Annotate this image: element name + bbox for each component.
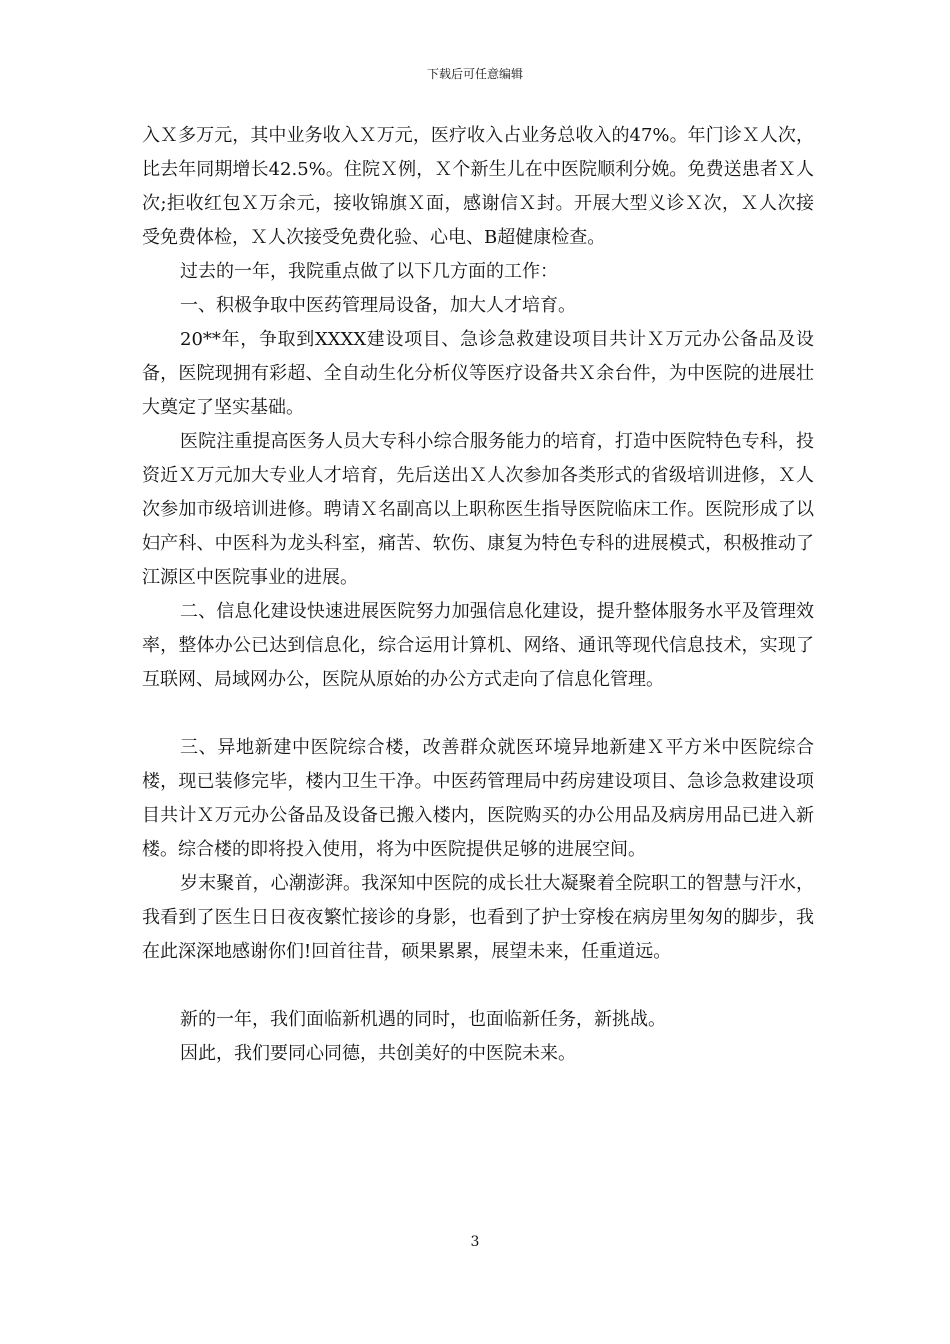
- paragraph-year-end: 岁末聚首，心潮澎湃。我深知中医院的成长壮大凝聚着全院职工的智慧与汗水，我看到了医生日日夜夜繁忙接诊的身影，也看到了护士穿梭在病房里匆匆的脚步，我在此深深地感谢你们!回首往昔，硕果累累，展望未来，任重道远。: [142, 873, 814, 962]
- paragraph-work-intro: 过去的一年，我院重点做了以下几方面的工作：: [180, 261, 558, 282]
- paragraph-equipment: 20**年，争取到XXXX建设项目、急诊急救建设项目共计Ｘ万元办公备品及设备，医院现拥有彩超、全自动生化分析仪等医疗设备共Ｘ余台件，为中医院的进展壮大奠定了坚实基础。: [142, 329, 814, 418]
- paragraph-new-year: 新的一年，我们面临新机遇的同时，也面临新任务，新挑战。: [180, 1009, 666, 1030]
- page-header: 下载后可任意编辑: [426, 67, 523, 81]
- paragraph-spacer: [142, 969, 814, 1003]
- paragraph-closing: 因此，我们要同心同德，共创美好的中医院未来。: [180, 1043, 576, 1064]
- paragraph-income-summary: 入Ｘ多万元，其中业务收入Ｘ万元，医疗收入占业务总收入的47%。年门诊Ｘ人次，比去年同期增长42.5%。住院Ｘ例，Ｘ个新生儿在中医院顺利分娩。免费送患者Ｘ人次;拒收红包Ｘ万余元，接收锦旗Ｘ面，感谢信Ｘ封。开展大型义诊Ｘ次，Ｘ人次接受免费体检，Ｘ人次接受免费化验、心电、B超健康检查。: [142, 125, 814, 248]
- section-heading-1: 一、积极争取中医药管理局设备，加大人才培育。: [180, 295, 576, 316]
- document-body: [142, 119, 814, 1071]
- paragraph-informatization: 二、信息化建设快速进展医院努力加强信息化建设，提升整体服务水平及管理效率，整体办公已达到信息化，综合运用计算机、网络、通讯等现代信息技术，实现了互联网、局域网办公，医院从原始的办公方式走向了信息化管理。: [142, 601, 814, 690]
- page-number: 3: [470, 1234, 480, 1250]
- paragraph-spacer: [142, 697, 814, 731]
- paragraph-training: 医院注重提高医务人员大专科小综合服务能力的培育，打造中医院特色专科，投资近Ｘ万元加大专业人才培育，先后送出Ｘ人次参加各类形式的省级培训进修，Ｘ人次参加市级培训进修。聘请Ｘ名副高以上职称医生指导医院临床工作。医院形成了以妇产科、中医科为龙头科室，痛苦、软伤、康复为特色专科的进展模式，积极推动了江源区中医院事业的进展。: [142, 431, 814, 588]
- paragraph-new-building: 三、异地新建中医院综合楼，改善群众就医环境异地新建Ｘ平方米中医院综合楼，现已装修完毕，楼内卫生干净。中医药管理局中药房建设项目、急诊急救建设项目共计Ｘ万元办公备品及设备已搬入楼内，医院购买的办公用品及病房用品已进入新楼。综合楼的即将投入使用，将为中医院提供足够的进展空间。: [142, 737, 814, 860]
